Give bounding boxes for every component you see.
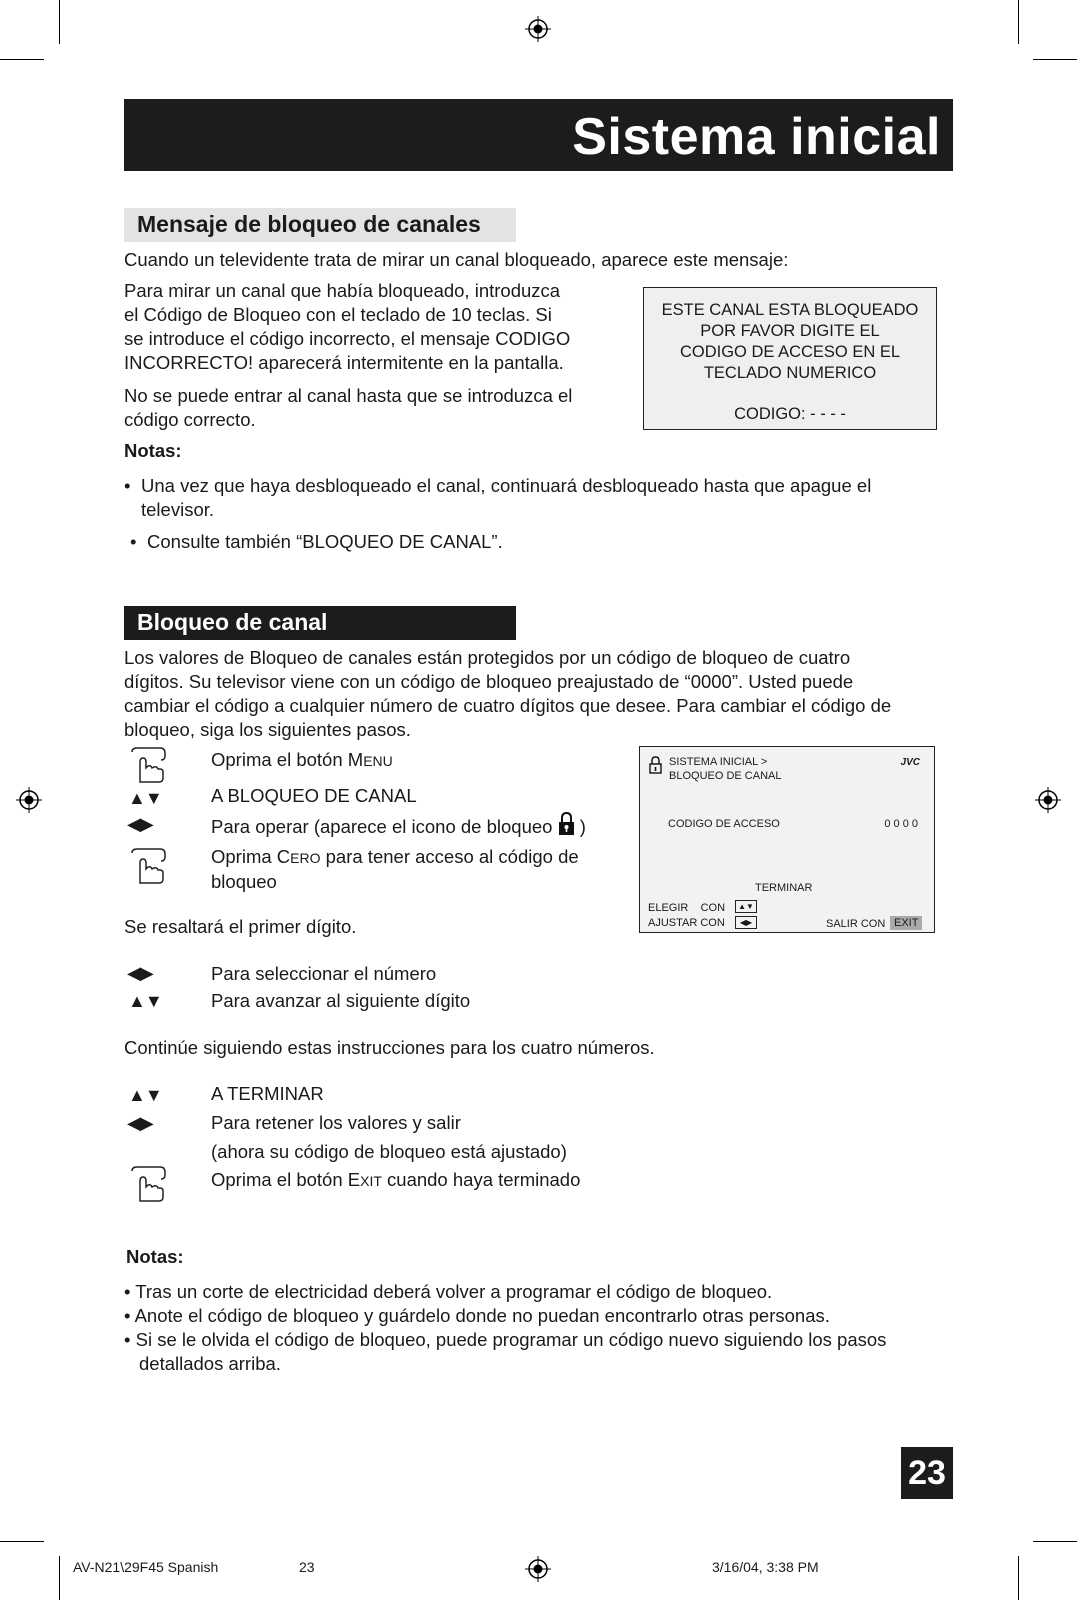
- step-exit: [211, 1168, 580, 1193]
- lock-icon: [649, 756, 662, 774]
- section1-paragraph2: [124, 384, 572, 432]
- jvc-logo: JVC: [900, 757, 920, 768]
- step-avanzar: Para avanzar al siguiente dígito: [211, 990, 471, 1011]
- lock-icon: [558, 812, 575, 836]
- note-item: • Una vez que haya desbloqueado el canal, continuará desbloqueado hasta que apague el televisor.: [124, 475, 872, 520]
- notes-label: Notas:: [126, 1246, 184, 1267]
- step-text: Oprima el botón E: [211, 1169, 361, 1190]
- crop-mark: [1033, 59, 1077, 60]
- chevron-right-icon: >: [760, 756, 768, 768]
- step-text: bloqueo: [211, 871, 277, 892]
- registration-mark-icon: [525, 16, 551, 42]
- left-right-arrows-icon: ◀▶: [127, 814, 153, 834]
- text-line: se introduce el código incorrecto, el mensaje CODIGO: [124, 328, 571, 349]
- crop-mark: [59, 0, 60, 44]
- step-cero: [211, 845, 579, 894]
- screen-code: CODIGO: - - - -: [734, 405, 846, 423]
- step-operar: [211, 812, 586, 839]
- footer-date: 3/16/04, 3:38 PM: [712, 1559, 819, 1575]
- footer-filename: AV-N21\29F45 Spanish: [73, 1559, 219, 1575]
- osd-breadcrumb-2: BLOQUEO DE CANAL: [669, 770, 782, 782]
- step-text: Oprima el botón M: [211, 749, 364, 770]
- registration-mark-icon: [525, 1556, 551, 1582]
- left-right-arrows-icon: ◀▶: [127, 1113, 153, 1133]
- crop-mark: [0, 59, 44, 60]
- footer-page: 23: [299, 1559, 315, 1575]
- up-down-arrows-icon: ▲▼: [735, 900, 757, 913]
- crop-mark: [59, 1556, 60, 1600]
- step-terminar: A TERMINAR: [211, 1083, 324, 1104]
- crop-mark: [0, 1541, 44, 1542]
- section-heading-bloqueo-canal: [124, 606, 516, 640]
- osd-terminar: TERMINAR: [755, 882, 813, 894]
- section2-intro: [124, 646, 891, 742]
- osd-elegir: [648, 901, 725, 915]
- text-line: cambiar el código a cualquier número de cuatro dígitos que desee. Para cambiar el código de: [124, 695, 892, 716]
- note-item: • Consulte también “BLOQUEO DE CANAL”.: [130, 531, 503, 552]
- screen-line: ESTE CANAL ESTA BLOQUEADO: [661, 301, 919, 319]
- step-text: cuando haya terminado: [381, 1169, 581, 1190]
- text-line: No se puede entrar al canal hasta que se introduzca el: [124, 385, 573, 406]
- note-item: • Si se le olvida el código de bloqueo, puede programar un código nuevo siguiendo los pasos: [124, 1329, 887, 1350]
- continue-note: Continúe siguiendo estas instrucciones para los cuatro números.: [124, 1037, 655, 1058]
- step-text: ): [579, 816, 586, 837]
- notes-label: Notas:: [124, 440, 182, 461]
- left-right-arrows-icon: ◀▶: [735, 916, 757, 929]
- locked-channel-screen: [643, 287, 937, 430]
- notes-list: [124, 1280, 886, 1376]
- crop-mark: [1018, 0, 1019, 44]
- page-title-bar: [124, 99, 953, 171]
- step-bloqueo-canal: A BLOQUEO DE CANAL: [211, 785, 417, 806]
- step-text-smallcaps: ENU: [363, 753, 393, 769]
- section-heading-text: Bloqueo de canal: [137, 609, 328, 635]
- osd-ajustar: AJUSTAR CON: [648, 917, 725, 929]
- section-heading-text: Mensaje de bloqueo de canales: [137, 211, 481, 237]
- up-down-arrows-icon: ▲▼: [128, 991, 162, 1011]
- up-down-arrows-icon: ▲▼: [128, 1085, 162, 1105]
- osd-exit-button: EXIT: [890, 916, 922, 930]
- screen-line: POR FAVOR DIGITE EL: [700, 322, 880, 340]
- up-down-arrows-icon: ▲▼: [128, 788, 162, 808]
- osd-field-label: CODIGO DE ACCESO: [668, 818, 780, 830]
- note-item: • Anote el código de bloqueo y guárdelo donde no puedan encontrarlo otras personas.: [124, 1305, 830, 1326]
- highlight-note: Se resaltará el primer dígito.: [124, 916, 357, 937]
- page-number-badge: [901, 1447, 953, 1499]
- step-retener: Para retener los valores y salir: [211, 1112, 461, 1133]
- text-line: el Código de Bloqueo con el teclado de 10 teclas. Si: [124, 304, 552, 325]
- text-line: bloqueo, siga los siguientes pasos.: [124, 719, 411, 740]
- osd-channel-lock-screen: [639, 746, 935, 933]
- registration-mark-icon: [16, 787, 42, 813]
- osd-salir: SALIR CON: [826, 918, 886, 930]
- osd-text: ELEGIR: [648, 902, 689, 914]
- osd-text: SISTEMA INICIAL: [669, 756, 758, 768]
- press-button-hand-icon: [128, 1165, 168, 1203]
- step-retener-detail: (ahora su código de bloqueo está ajustado): [211, 1141, 567, 1162]
- crop-mark: [1018, 1556, 1019, 1600]
- osd-breadcrumb-1: [669, 755, 767, 769]
- crop-mark: [1033, 1541, 1077, 1542]
- text-line: Para mirar un canal que había bloqueado, introduzca: [124, 280, 561, 301]
- screen-line: CODIGO DE ACCESO EN EL: [679, 343, 901, 361]
- note-item: • Tras un corte de electricidad deberá volver a programar el código de bloqueo.: [124, 1281, 773, 1302]
- step-text-smallcaps: XIT: [360, 1173, 382, 1189]
- step-seleccionar: Para seleccionar el número: [211, 963, 437, 984]
- registration-mark-icon: [1035, 787, 1061, 813]
- left-right-arrows-icon: ◀▶: [127, 963, 153, 983]
- osd-text: CON: [700, 902, 726, 914]
- text-line: dígitos. Su televisor viene con un código de bloqueo preajustado de “0000”. Usted puede: [124, 671, 854, 692]
- step-text: Para operar (aparece el icono de bloqueo: [211, 816, 553, 837]
- osd-field-value: 0 0 0 0: [884, 818, 918, 830]
- text-line: código correcto.: [124, 409, 256, 430]
- note-item-continued: detallados arriba.: [139, 1353, 281, 1374]
- press-button-hand-icon: [128, 847, 168, 885]
- step-text: para tener acceso al código de: [320, 846, 579, 867]
- step-text-smallcaps: ERO: [290, 850, 321, 866]
- section1-paragraph1: [124, 279, 570, 375]
- text-line: Una vez que haya desbloqueado el canal, continuará desbloqueado hasta que apague el: [141, 475, 872, 496]
- step-menu: [211, 748, 393, 773]
- page-title: Sistema inicial: [572, 108, 941, 166]
- page-number: 23: [908, 1454, 946, 1492]
- text-line: Los valores de Bloqueo de canales están protegidos por un código de bloqueo de cuatro: [124, 647, 851, 668]
- text-line: televisor.: [141, 499, 215, 520]
- step-text: Oprima C: [211, 846, 291, 867]
- text-line: INCORRECTO! aparecerá intermitente en la pantalla.: [124, 352, 564, 373]
- press-button-hand-icon: [128, 746, 168, 784]
- section-heading-bloqueo-mensaje: [124, 208, 516, 242]
- section1-intro: Cuando un televidente trata de mirar un canal bloqueado, aparece este mensaje:: [124, 249, 789, 270]
- text-line: Consulte también “BLOQUEO DE CANAL”.: [147, 531, 503, 552]
- screen-line: TECLADO NUMERICO: [703, 364, 877, 382]
